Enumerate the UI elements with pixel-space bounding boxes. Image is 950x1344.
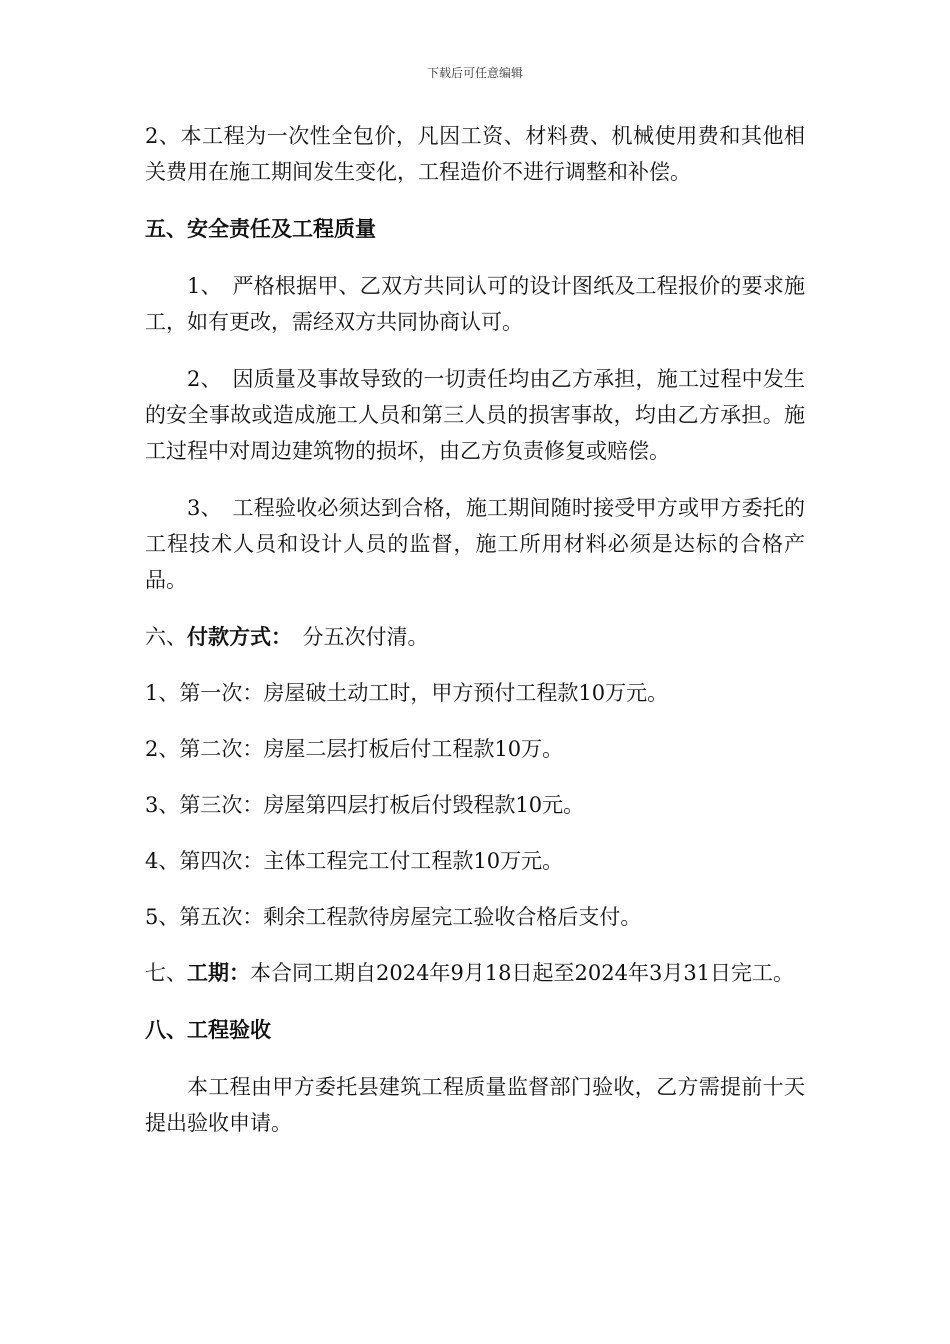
section-5-item-2: 2、 因质量及事故导致的一切责任均由乙方承担，施工过程中发生的安全事故或造成施工人员和第三人员的损害事故，均由乙方承担。施工过程中对周边建筑物的损坏，由乙方负责修复或赔偿。: [145, 367, 805, 463]
paragraph-fixed-price: 2、本工程为一次性全包价，凡因工资、材料费、机械使用费和其他相关费用在施工期间发生变化，工程造价不进行调整和补偿。: [145, 124, 805, 184]
section-8-heading: 八、工程验收: [145, 1017, 271, 1042]
section-5-item-3: 3、 工程验收必须达到合格，施工期间随时接受甲方或甲方委托的工程技术人员和设计人员的监督，施工所用材料必须是达标的合格产品。: [145, 496, 805, 592]
payment-item-5: 5、第五次：剩余工程款待房屋完工验收合格后支付。: [145, 905, 642, 929]
section-6-heading: [145, 619, 805, 655]
section-7-label: 工期：: [187, 960, 250, 985]
document-body: [145, 118, 805, 1141]
section-7-prefix: 七、: [145, 961, 187, 985]
payment-item-3: 3、第三次：房屋第四层打板后付毁程款10元。: [145, 793, 585, 817]
payment-item-2: 2、第二次：房屋二层打板后付工程款10万。: [145, 737, 564, 761]
section-5-heading: 五、安全责任及工程质量: [145, 216, 376, 241]
section-5-item-1: 1、 严格根据甲、乙双方共同认可的设计图纸及工程报价的要求施工，如有更改，需经双方共同协商认可。: [145, 274, 805, 334]
section-7-text: 本合同工期自2024年9月18日起至2024年3月31日完工。: [250, 961, 795, 985]
payment-item-1: 1、第一次：房屋破土动工时，甲方预付工程款10万元。: [145, 681, 669, 705]
payment-item-4: 4、第四次：主体工程完工付工程款10万元。: [145, 849, 564, 873]
page-header-note: 下载后可任意编辑: [426, 66, 523, 80]
section-6-prefix: 六、: [145, 625, 187, 649]
section-8-text: 本工程由甲方委托县建筑工程质量监督部门验收，乙方需提前十天提出验收申请。: [145, 1075, 805, 1135]
section-7-paragraph: [145, 955, 805, 991]
section-6-label: 付款方式：: [187, 624, 282, 649]
section-6-text: 分五次付清。: [281, 625, 429, 649]
